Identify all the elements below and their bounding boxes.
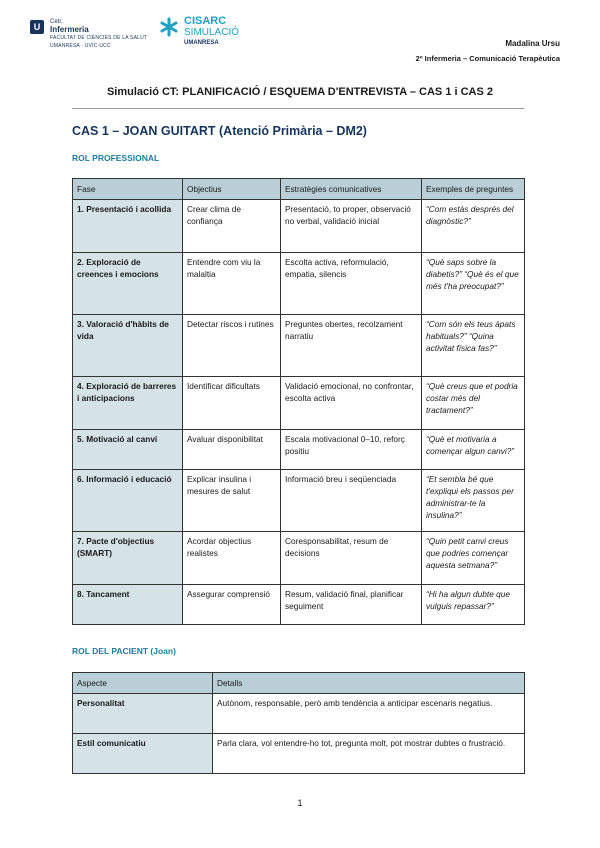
page-number: 1: [297, 798, 303, 808]
table-row: [73, 315, 525, 377]
question-cell: “Com estàs després del diagnòstic?”: [422, 200, 525, 253]
strategy-cell: Presentació, to proper, observació no verbal, validació inicial: [281, 200, 422, 253]
objective-cell: Entendre com viu la malaltia: [183, 253, 281, 315]
logo2-line2: SIMULACIÓ: [184, 27, 240, 38]
author-name: Madalina Ursu: [505, 39, 560, 48]
table-header-row: [73, 673, 525, 694]
table-row: [73, 734, 525, 774]
table-header-row: [73, 179, 525, 200]
logo1-line2: Infermeria: [50, 25, 89, 34]
infermeria-logo: [30, 18, 147, 50]
objective-cell: Avaluar disponibilitat: [183, 430, 281, 470]
section-patient-role: ROL DEL PACIENT (Joan): [72, 646, 176, 656]
objective-cell: Detectar riscos i rutines: [183, 315, 281, 377]
course-name: 2º Infermeria – Comunicació Terapèutica: [415, 54, 560, 63]
objective-cell: Crear clima de confiança: [183, 200, 281, 253]
strategy-cell: Escolta activa, reformulació, empatia, silencis: [281, 253, 422, 315]
table-row: [73, 532, 525, 585]
question-cell: “Et sembla bé que t'expliqui els passos per administrar-te la insulina?”: [422, 470, 525, 532]
header-fase: Fase: [73, 179, 183, 200]
phase-cell: 7. Pacte d'objectius (SMART): [73, 532, 183, 585]
objective-cell: Acordar objectius realistes: [183, 532, 281, 585]
logo1-line1: Cetr.: [50, 19, 63, 25]
table-row: [73, 430, 525, 470]
table-row: [73, 377, 525, 430]
logo2-line3: UMANRESA: [184, 40, 219, 46]
objective-cell: Identificar dificultats: [183, 377, 281, 430]
question-cell: “Què creus que et podria costar més del tractament?”: [422, 377, 525, 430]
page-header: [30, 14, 570, 66]
question-cell: “Què saps sobre la diabetis?” “Què és el que més t'ha preocupat?”: [422, 253, 525, 315]
table-row: [73, 585, 525, 625]
table-row: [73, 470, 525, 532]
phase-cell: 8. Tancament: [73, 585, 183, 625]
phase-cell: 3. Valoració d'hàbits de vida: [73, 315, 183, 377]
umanresa-u-icon: U: [30, 20, 44, 34]
phase-cell: 1. Presentació i acollida: [73, 200, 183, 253]
detail-cell: Autònom, responsable, però amb tendència a anticipar escenaris negatius.: [213, 694, 525, 734]
phase-cell: 5. Motivació al canvi: [73, 430, 183, 470]
logo2-line1: CISARC: [184, 15, 227, 27]
header-objectius: Objectius: [183, 179, 281, 200]
interview-phases-table: [72, 178, 525, 625]
table-row: [73, 253, 525, 315]
strategy-cell: Resum, validació final, planificar seguiment: [281, 585, 422, 625]
strategy-cell: Coresponsabilitat, resum de decisions: [281, 532, 422, 585]
aspect-cell: Estil comunicatiu: [73, 734, 213, 774]
cisarc-logo: [158, 16, 239, 49]
phase-cell: 2. Exploració de creences i emocions: [73, 253, 183, 315]
header-detalls: Detalls: [213, 673, 525, 694]
table-row: [73, 694, 525, 734]
header-exemples: Exemples de preguntes: [422, 179, 525, 200]
phase-cell: 6. Informació i educació: [73, 470, 183, 532]
patient-profile-table: [72, 672, 525, 774]
question-cell: “Hi ha algun dubte que vulguis repassar?”: [422, 585, 525, 625]
strategy-cell: Validació emocional, no confrontar, escolta activa: [281, 377, 422, 430]
logo1-line3: FACULTAT DE CIÈNCIES DE LA SALUT: [50, 35, 148, 41]
title-divider: [72, 108, 524, 109]
strategy-cell: Informació breu i seqüenciada: [281, 470, 422, 532]
section-professional-role: ROL PROFESSIONAL: [72, 153, 160, 163]
question-cell: “Què et motivaria a començar algun canvi?”: [422, 430, 525, 470]
aspect-cell: Personalitat: [73, 694, 213, 734]
question-cell: “Com són els teus àpats habituals?” “Quina activitat física fas?”: [422, 315, 525, 377]
header-aspecte: Aspecte: [73, 673, 213, 694]
case-title: CAS 1 – JOAN GUITART (Atenció Primària – DM2): [72, 124, 367, 138]
strategy-cell: Preguntes obertes, recolzament narratiu: [281, 315, 422, 377]
phase-cell: 4. Exploració de barreres i anticipacions: [73, 377, 183, 430]
strategy-cell: Escala motivacional 0–10, reforç positiu: [281, 430, 422, 470]
document-title: Simulació CT: PLANIFICACIÓ / ESQUEMA D'ENTREVISTA – CAS 1 i CAS 2: [106, 86, 494, 98]
objective-cell: Explicar insulina i mesures de salut: [183, 470, 281, 532]
author-block: [416, 36, 560, 66]
table-row: [73, 200, 525, 253]
detail-cell: Parla clara, vol entendre-ho tot, pregunta molt, pot mostrar dubtes o frustració.: [213, 734, 525, 774]
asterisk-icon: [158, 16, 180, 38]
logo1-line4: UMANRESA · UVIC-UCC: [50, 43, 111, 49]
question-cell: “Quin petit canvi creus que podries començar aquesta setmana?”: [422, 532, 525, 585]
header-estrategies: Estratègies comunicatives: [281, 179, 422, 200]
objective-cell: Assegurar comprensió: [183, 585, 281, 625]
